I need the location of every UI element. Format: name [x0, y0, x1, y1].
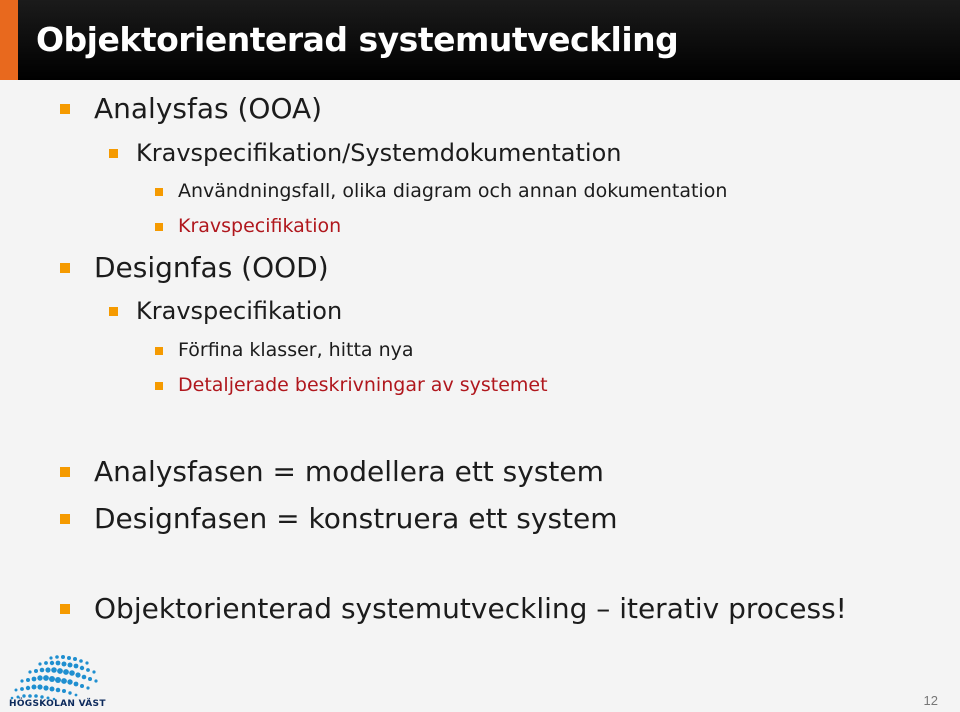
bullet-text: Kravspecifikation/Systemdokumentation — [136, 139, 622, 167]
bullet-text: Analysfas (OOA) — [94, 92, 323, 125]
bullet-square-icon — [155, 347, 163, 355]
bullet-text: Analysfasen = modellera ett system — [94, 455, 604, 488]
bullet-forfina-klasser — [178, 339, 414, 361]
bullet-square-icon — [60, 467, 70, 477]
page-number: 12 — [923, 693, 938, 708]
slide-title: Objektorienterad systemutveckling — [36, 20, 679, 59]
title-bar — [0, 0, 960, 80]
bullet-kravspecifikation-2 — [136, 297, 342, 325]
bullet-text: Kravspecifikation — [136, 297, 343, 325]
bullet-square-icon — [60, 514, 70, 524]
bullet-square-icon — [155, 223, 163, 231]
bullet-designfas — [94, 251, 329, 284]
bullet-text: Användningsfall, olika diagram och annan dokumentation — [178, 180, 728, 202]
bullet-square-icon — [60, 104, 70, 114]
bullet-square-icon — [155, 188, 163, 196]
bullet-analysfasen-modellera — [94, 455, 604, 488]
bullet-square-icon — [109, 149, 118, 158]
bullet-square-icon — [155, 382, 163, 390]
bullet-text: Förfina klasser, hitta nya — [178, 339, 414, 361]
title-accent — [0, 0, 18, 80]
bullet-anvandningsfall — [178, 180, 727, 202]
bullet-square-icon — [60, 604, 70, 614]
bullet-text: Designfas (OOD) — [94, 251, 329, 284]
bullet-analysfas — [94, 92, 322, 125]
bullet-iterativ-process — [94, 592, 847, 625]
logo-text: HÖGSKOLAN VÄST — [9, 699, 106, 709]
bullet-kravspecifikation-1 — [178, 215, 341, 237]
bullet-kravspec-systemdok — [136, 139, 621, 167]
bullet-text: Objektorienterad systemutveckling – iterativ process! — [94, 592, 847, 625]
bullet-square-icon — [60, 263, 70, 273]
bullet-detaljerade-beskrivningar — [178, 374, 548, 396]
bullet-designfasen-konstruera — [94, 502, 618, 535]
bullet-text: Kravspecifikation — [178, 215, 342, 237]
bullet-square-icon — [109, 307, 118, 316]
bullet-text: Detaljerade beskrivningar av systemet — [178, 374, 548, 396]
bullet-text: Designfasen = konstruera ett system — [94, 502, 618, 535]
